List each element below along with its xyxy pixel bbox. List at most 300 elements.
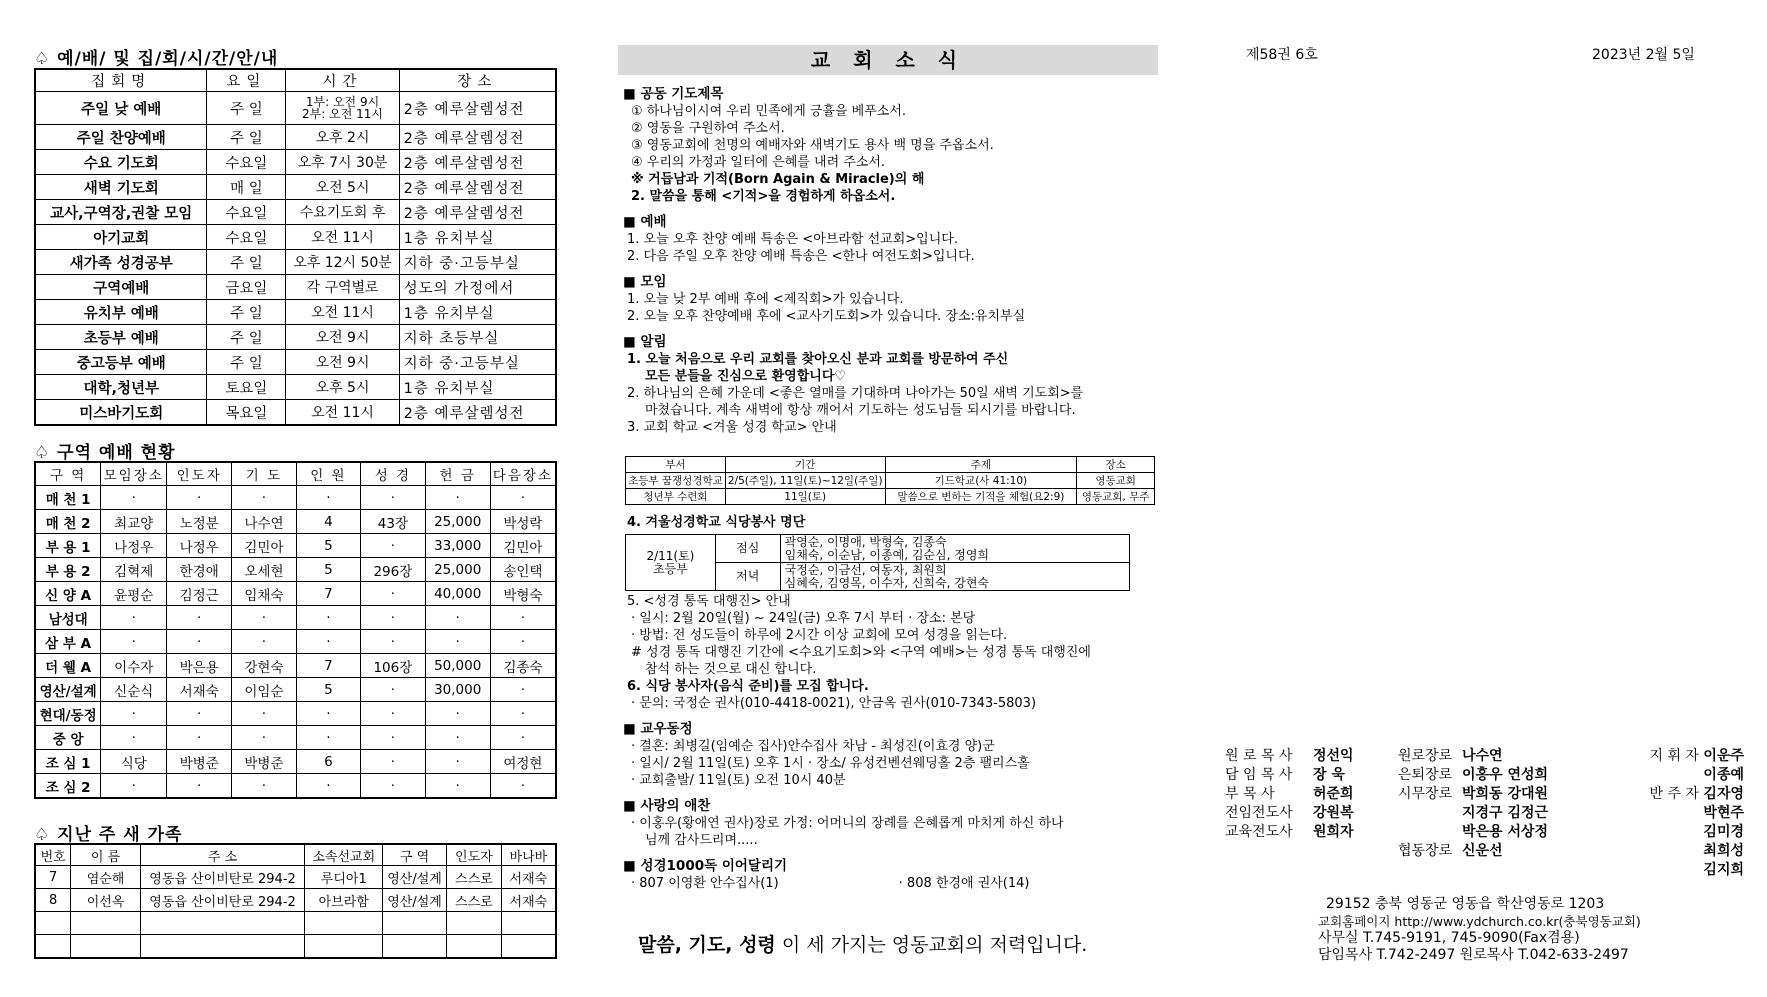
service-time-1: 1부: 오전 9시 [305,95,380,109]
staff-role: 담 임 목 사 [1225,767,1293,783]
table-cell: · [490,678,556,702]
table-cell: · [425,750,490,774]
news-item [623,875,1168,892]
table-cell: 영산/설계 [383,889,447,912]
table-row [35,582,556,606]
table-cell: 7 [296,582,360,606]
table-cell: · [490,774,556,799]
table-cell: 나수연 [232,510,297,534]
motto-bold: 말씀, 기도, 성령 [638,934,776,956]
table-cell: 서재숙 [501,866,556,889]
table-cell: 박형숙 [490,582,556,606]
district-name: 부 용 2 [35,558,101,582]
section-heading: ■ 성경1000독 이어달리기 [623,858,788,874]
staff-role: 지 휘 자 [1649,748,1699,764]
table-cell: · [167,702,232,726]
service-time: 오전 5시 [286,175,399,200]
service-place: 2층 예루살렘성전 [399,92,556,125]
table-cell: · [361,582,426,606]
staff-entry [1604,861,1744,880]
staff-entry [1398,785,1578,804]
staff-entry [1604,747,1744,766]
table-cell [140,912,305,935]
service-day: 수요일 [207,200,286,225]
table-cell [71,912,140,935]
table-row [35,250,556,275]
staff-role: 원로장로 [1398,748,1453,764]
table-cell [501,912,556,935]
staff-name: 이종예 [1703,767,1744,783]
col-header: 주 소 [140,844,305,866]
table-cell: 5 [296,558,360,582]
table-cell: · [167,606,232,630]
table-cell: · [296,726,360,750]
staff-name: 박현주 [1703,805,1744,821]
newcomers-title: ♤ 지난 주 새 가족 [34,825,183,845]
service-name: 새가족 성경공부 [35,250,207,275]
service-day: 주 일 [207,325,286,350]
table-cell: · [101,726,167,750]
staff-entry [1398,747,1578,766]
district-name: 남성대 [35,606,101,630]
staff-name: 강원복 [1313,805,1354,821]
table-cell: 여정현 [490,750,556,774]
table-row [35,325,556,350]
table-cell: · [232,486,297,510]
table-cell: 영동교회 [1077,473,1155,489]
table-cell: 노정분 [167,510,232,534]
staff-name: 김지희 [1703,862,1744,878]
winter-school-table [625,456,1155,505]
notice-item: 1. 오늘 처음으로 우리 교회를 찾아오신 분과 교회를 방문하여 주신 [627,352,1009,367]
col-header: 인도자 [447,844,502,866]
table-row [35,92,556,125]
service-day: 주 일 [207,92,286,125]
notice-item: 4. 겨울성경학교 식당봉사 명단 [627,515,806,530]
table-row [35,726,556,750]
notice-item: 참석 하는 것으로 대신 합니다. [645,662,817,677]
section-heading: ■ 모임 [623,274,667,290]
worship-item: 2. 다음 주일 오후 찬양 예배 특송은 <한나 여전도회>입니다. [627,249,975,264]
table-cell: 2/5(주일), 11일(토)~12일(주일) [725,473,885,489]
news-item: · 교회출발/ 11일(토) 오전 10시 40분 [631,773,846,788]
year-theme-2: 2. 말씀을 통해 <기적>을 경험하게 하옵소서. [631,189,896,204]
col-header: 기간 [725,457,885,473]
table-cell: 서재숙 [167,678,232,702]
service-time [286,92,399,125]
table-cell: · [167,774,232,799]
table-cell: · [101,486,167,510]
table-cell: · [425,630,490,654]
table-cell: 김민아 [232,534,297,558]
staff-name: 이운주 [1703,748,1744,764]
staff-name: 원희자 [1313,824,1354,840]
table-cell: 한경애 [167,558,232,582]
service-place: 2층 예루살렘성전 [399,175,556,200]
worship-schedule-table [34,68,557,426]
service-day: 주 일 [207,250,286,275]
table-cell: · [296,630,360,654]
table-cell: 최교양 [101,510,167,534]
table-cell: 임채숙 [232,582,297,606]
table-row [35,774,556,799]
table-cell: · [425,774,490,799]
table-cell: · [296,486,360,510]
table-cell: 기드학교(사 41:10) [885,473,1077,489]
motto-rest: 이 세 가지는 영동교회의 저력입니다. [775,934,1088,956]
table-cell: · [232,606,297,630]
table-cell: · [232,774,297,799]
table-cell: 4 [296,510,360,534]
service-place: 지하 초등부실 [399,325,556,350]
staff-role: 은퇴장로 [1398,767,1453,783]
service-time: 오전 11시 [286,225,399,250]
table-cell: · [361,630,426,654]
news-body [623,80,1168,436]
table-cell: 106장 [361,654,426,678]
service-time: 오후 5시 [286,375,399,400]
table-row [35,300,556,325]
notice-item: · 일시: 2월 20일(월) ~ 24일(금) 오후 7시 부터 · 장소: 본당 [631,611,976,626]
table-row [35,935,556,959]
service-day: 금요일 [207,275,286,300]
table-row [35,654,556,678]
notice-item: 마쳤습니다. 계속 새벽에 항상 깨어서 기도하는 성도님들 되시기를 바랍니다. [645,403,1076,418]
table-cell: · [361,726,426,750]
volume-number: 제58권 6호 [1246,47,1318,63]
table-cell: · [101,702,167,726]
table-cell: · [232,702,297,726]
table-row [35,150,556,175]
service-place: 2층 예루살렘성전 [399,400,556,426]
table-row [35,350,556,375]
staff-col-1 [1225,747,1365,842]
table-cell: 아브라함 [305,889,383,912]
table-row [35,534,556,558]
col-header: 바나바 [501,844,556,866]
prayer-item: ② 영동을 구원하여 주소서. [631,121,785,136]
staff-name: 허준희 [1313,786,1354,802]
section-heading: ■ 사랑의 애찬 [623,798,711,814]
staff-entry [1398,766,1578,785]
table-cell: · [425,486,490,510]
service-time: 오전 9시 [286,350,399,375]
col-header: 시간 [286,69,399,92]
district-name: 조 심 1 [35,750,101,774]
meeting-item: 1. 오늘 낮 2부 예배 후에 <제직회>가 있습니다. [627,292,904,307]
table-cell: 이수자 [101,654,167,678]
staff-role: 교육전도사 [1225,824,1293,840]
volunteer-date-text: 2/11(토) [646,548,695,563]
staff-name: 최희성 [1703,843,1744,859]
news-body-2 [623,593,1168,892]
volunteer-dept: 초등부 [653,561,688,576]
service-name: 아기교회 [35,225,207,250]
address-line: 29152 충북 영동군 영동읍 학산영동로 1203 [1326,896,1605,912]
table-row [35,200,556,225]
news-item: · 결혼: 최병길(임예순 집사)안수집사 차남 - 최성진(이효경 양)군 [631,739,995,754]
table-cell: · [167,630,232,654]
service-time: 오전 9시 [286,325,399,350]
table-cell: · [490,726,556,750]
col-header: 부서 [626,457,726,473]
col-header: 주제 [885,457,1077,473]
service-place: 1층 유치부실 [399,300,556,325]
table-cell: · [101,606,167,630]
col-header: 인 원 [296,462,360,486]
district-name: 조 심 2 [35,774,101,799]
table-row [626,489,1155,505]
staff-role: 원 로 목 사 [1225,748,1293,764]
col-header: 장소 [1077,457,1155,473]
homepage-line: 교회홈페이지 http://www.ydchurch.co.kr(충북영동교회) [1318,914,1641,929]
table-row [35,912,556,935]
staff-col-2 [1398,747,1578,861]
table-cell: · [101,630,167,654]
staff-entry [1225,804,1365,823]
table-cell: 박은용 [167,654,232,678]
table-cell: 오세현 [232,558,297,582]
table-row [35,889,556,912]
names-line: 국정순, 이금선, 여동자, 최원희 [784,562,947,577]
worship-item: 1. 오늘 오후 찬양 예배 특송은 <아브라함 선교회>입니다. [627,232,958,247]
service-place: 2층 예루살렘성전 [399,150,556,175]
service-time: 오후 2시 [286,125,399,150]
table-cell: 296장 [361,558,426,582]
table-row [35,750,556,774]
staff-col-3 [1604,747,1744,880]
notice-item: 2. 하나님의 은혜 가운데 <좋은 열매를 기대하며 나아가는 50일 새벽 기도회>를 [627,386,1084,401]
staff-role: 부 목 사 [1225,786,1275,802]
service-time: 수요기도회 후 [286,200,399,225]
staff-entry [1225,823,1365,842]
staff-entry [1604,842,1744,861]
staff-name: 박희동 강대원 [1462,786,1549,802]
table-row [35,400,556,426]
service-name: 미스바기도회 [35,400,207,426]
table-cell [501,935,556,959]
table-row [35,375,556,400]
col-header: 요일 [207,69,286,92]
staff-name: 박은용 서상정 [1462,824,1549,840]
prayer-item: ④ 우리의 가정과 일터에 은혜를 내려 주소서. [631,155,886,170]
service-name: 구역예배 [35,275,207,300]
district-name: 중 앙 [35,726,101,750]
staff-name: 정선익 [1313,748,1354,764]
staff-name: 김자영 [1703,786,1744,802]
table-row [35,175,556,200]
table-row [35,866,556,889]
meal-label: 점심 [715,535,780,563]
table-cell: · [490,606,556,630]
staff-name: 이홍우 연성희 [1462,767,1549,783]
table-cell: 말씀으로 변하는 기적을 체험(요2:9) [885,489,1077,505]
table-cell: 김민아 [490,534,556,558]
table-cell: 윤평순 [101,582,167,606]
table-cell: 청년부 수련회 [626,489,726,505]
news-item: · 이홍우(황애연 권사)장로 가정: 어머니의 장례를 은혜롭게 마치게 하신 하나 [631,816,1064,831]
district-title: ♤ 구역 예배 현황 [34,443,176,463]
service-name: 중고등부 예배 [35,350,207,375]
table-cell: 송인택 [490,558,556,582]
names-line: 곽영순, 이명애, 박형숙, 김종숙 [784,534,947,549]
service-place: 2층 예루살렘성전 [399,125,556,150]
table-cell: 이임순 [232,678,297,702]
bible-relay-1: · 807 이영환 안수집사(1) [631,876,779,891]
staff-role: 반 주 자 [1649,786,1699,802]
service-name: 주일 낮 예배 [35,92,207,125]
staff-name: 장 욱 [1313,767,1345,783]
service-day: 주 일 [207,300,286,325]
table-cell: 43장 [361,510,426,534]
table-row [35,606,556,630]
service-time: 오후 12시 50분 [286,250,399,275]
service-name: 수요 기도회 [35,150,207,175]
service-name: 대학,청년부 [35,375,207,400]
col-header: 기 도 [232,462,297,486]
notice-item: 5. <성경 통독 대행진> 안내 [627,594,791,609]
table-cell: 11일(토) [725,489,885,505]
table-row [35,510,556,534]
service-time: 각 구역별로 [286,275,399,300]
staff-entry [1225,785,1365,804]
table-cell: · [425,726,490,750]
table-cell: · [361,486,426,510]
col-header: 집회명 [35,69,207,92]
table-cell: · [490,702,556,726]
district-name: 더 웰 A [35,654,101,678]
year-theme: ※ 거듭남과 기적(Born Again & Miracle)의 해 [631,172,925,187]
table-cell: 스스로 [447,866,502,889]
staff-name: 지경구 김정근 [1462,805,1549,821]
table-row [35,678,556,702]
service-day: 매 일 [207,175,286,200]
service-time: 오후 7시 30분 [286,150,399,175]
table-cell: · [361,606,426,630]
table-cell: 30,000 [425,678,490,702]
table-cell: 서재숙 [501,889,556,912]
district-name: 매 천 2 [35,510,101,534]
staff-entry [1604,823,1744,842]
table-row [35,702,556,726]
table-cell: 8 [35,889,71,912]
staff-entry [1398,842,1578,861]
service-day: 수요일 [207,150,286,175]
table-cell: 김혁제 [101,558,167,582]
table-cell: 25,000 [425,558,490,582]
table-header-row [35,69,556,92]
service-day: 토요일 [207,375,286,400]
meeting-item: 2. 오늘 오후 찬양예배 후에 <교사기도회>가 있습니다. 장소:유치부실 [627,309,1026,324]
table-cell: · [101,774,167,799]
table-cell: · [425,702,490,726]
table-cell: 33,000 [425,534,490,558]
table-cell: 강현숙 [232,654,297,678]
church-address [1318,896,1641,964]
table-cell: · [232,630,297,654]
district-name: 신 양 A [35,582,101,606]
meal-label: 저녁 [715,563,780,591]
names-line: 임채숙, 이순남, 이종예, 김순심, 정영희 [784,547,990,562]
table-cell [140,935,305,959]
newcomers-table [34,843,557,959]
notice-item: · 문의: 국정순 권사(010-4418-0021), 안금옥 권사(010-7343-5803) [631,696,1037,711]
service-day: 주 일 [207,350,286,375]
col-header: 구 역 [35,462,101,486]
table-row [35,486,556,510]
pastor-phone: 담임목사 T.742-2497 원로목사 T.042-633-2497 [1318,947,1629,963]
table-cell: 이선옥 [71,889,140,912]
staff-role: 시무장로 [1398,786,1453,802]
staff-name: 신운선 [1462,843,1503,859]
col-header: 번호 [35,844,71,866]
col-header: 구 역 [383,844,447,866]
table-cell: 나정우 [167,534,232,558]
table-cell: 5 [296,534,360,558]
table-cell: 7 [296,654,360,678]
district-table [34,461,557,799]
bible-relay-2: · 808 한경애 권사(14) [898,876,1030,891]
col-header: 성 경 [361,462,426,486]
staff-name: 나수연 [1462,748,1503,764]
service-place: 2층 예루살렘성전 [399,200,556,225]
table-cell: 스스로 [447,889,502,912]
table-cell: 7 [35,866,71,889]
table-cell: 영동교회, 무주 [1077,489,1155,505]
table-cell: 영동읍 산이비탄로 294-2 [140,866,305,889]
notice-item: # 성경 통독 대행진 기간에 <수요기도회>와 <구역 예배>는 성경 통독 대행진에 [631,645,1091,660]
table-cell: 40,000 [425,582,490,606]
staff-entry [1225,766,1365,785]
section-heading: ■ 예배 [623,214,667,230]
table-cell: · [167,726,232,750]
table-row [35,275,556,300]
col-header: 인도자 [167,462,232,486]
news-title: 교 회 소 식 [618,45,1158,75]
volunteer-names [780,535,1129,563]
table-cell [447,935,502,959]
table-cell: · [167,486,232,510]
service-place: 지하 중·고등부실 [399,250,556,275]
district-name: 삼 부 A [35,630,101,654]
staff-entry [1398,804,1578,823]
table-cell [71,935,140,959]
table-cell: 염순해 [71,866,140,889]
notice-item: 모든 분들을 진심으로 환영합니다♡ [645,369,847,384]
section-heading: ■ 알림 [623,334,667,350]
table-cell [305,912,383,935]
district-name: 부 용 1 [35,534,101,558]
staff-role: 협동장로 [1398,843,1453,859]
district-name: 현대/동정 [35,702,101,726]
staff-entry [1604,766,1744,785]
table-cell: · [232,726,297,750]
news-item: 님께 감사드리며..... [645,833,758,848]
table-cell: 초등부 꿈쟁성경학교 [626,473,726,489]
table-cell: · [361,702,426,726]
staff-entry [1604,785,1744,804]
table-cell: 영동읍 산이비탄로 294-2 [140,889,305,912]
table-cell: 6 [296,750,360,774]
table-cell: · [296,774,360,799]
col-header: 헌 금 [425,462,490,486]
table-cell [447,912,502,935]
notice-item: 6. 식당 봉사자(음식 준비)를 모집 합니다. [627,679,869,694]
service-day: 주 일 [207,125,286,150]
table-cell: · [425,606,490,630]
col-header: 모임장소 [101,462,167,486]
notice-item: 3. 교회 학교 <겨울 성경 학교> 안내 [627,420,837,435]
